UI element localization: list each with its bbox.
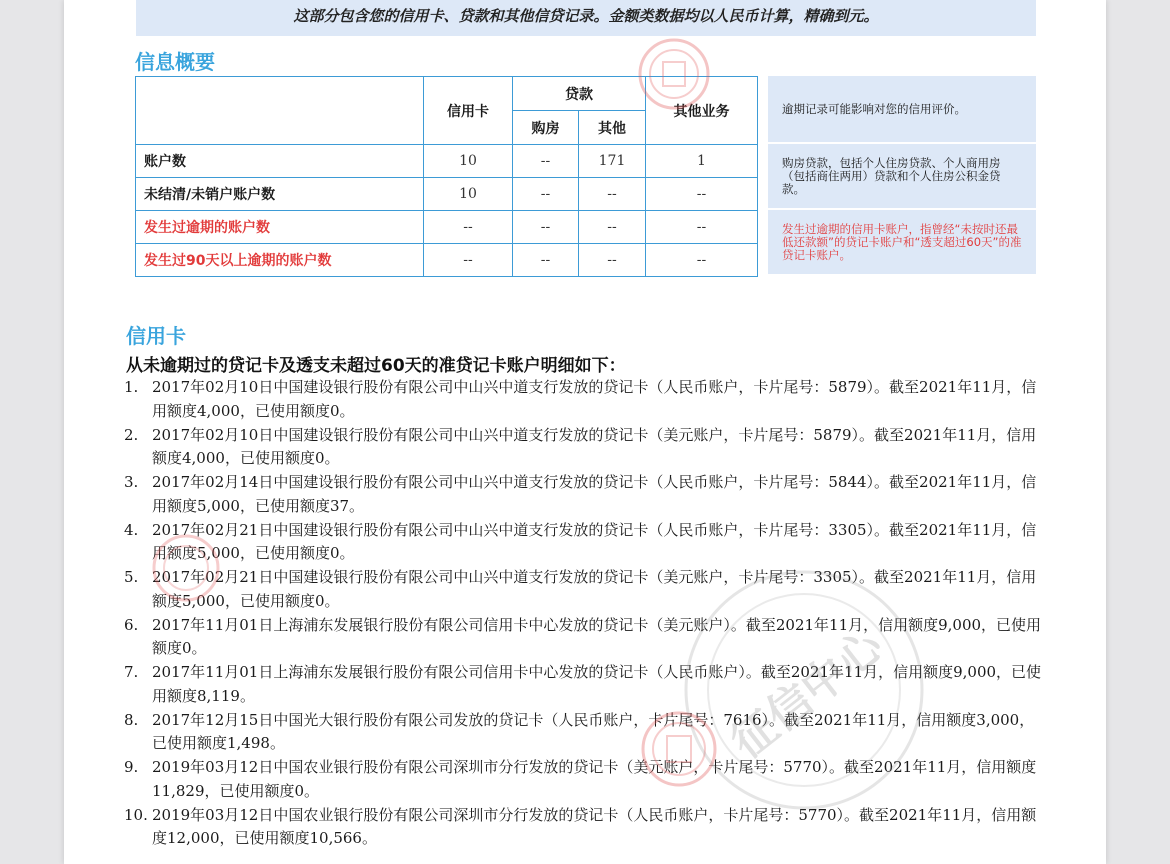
item-text: 2017年02月14日中国建设银行股份有限公司中山兴中道支行发放的贷记卡（人民币账户，卡片尾号：5844）。截至2021年11月，信用额度5,000，已使用额度37。	[152, 473, 1037, 515]
list-item	[124, 471, 1044, 518]
item-text: 2017年02月21日中国建设银行股份有限公司中山兴中道支行发放的贷记卡（美元账户，卡片尾号：3305）。截至2021年11月，信用额度5,000，已使用额度0。	[152, 568, 1037, 610]
list-item	[124, 376, 1044, 423]
cell-housing: --	[513, 244, 579, 277]
list-item	[124, 519, 1044, 566]
list-item	[124, 614, 1044, 661]
cell-credit-card: 10	[424, 145, 513, 178]
cell-other-business: --	[646, 244, 758, 277]
item-text: 2017年12月15日中国光大银行股份有限公司发放的贷记卡（人民币账户，卡片尾号：7616）。截至2021年11月，信用额度3,000，已使用额度1,498。	[152, 710, 1035, 752]
item-number: 9.	[124, 758, 139, 776]
item-text: 2017年02月10日中国建设银行股份有限公司中山兴中道支行发放的贷记卡（美元账户，卡片尾号：5879）。截至2021年11月，信用额度4,000，已使用额度0。	[152, 425, 1037, 467]
overview-notes	[768, 76, 1036, 276]
table-row	[136, 211, 758, 244]
credit-card-record-list	[124, 376, 1044, 851]
cell-other: --	[579, 244, 646, 277]
cell-credit-card: --	[424, 244, 513, 277]
item-text: 2019年03月12日中国农业银行股份有限公司深圳市分行发放的贷记卡（人民币账户，卡片尾号：5770）。截至2021年11月，信用额度12,000，已使用额度10,566。	[152, 805, 1037, 847]
item-number: 2.	[124, 425, 139, 444]
cell-housing: --	[513, 178, 579, 211]
row-label: 发生过90天以上逾期的账户数	[136, 244, 424, 277]
item-number: 7.	[124, 663, 139, 681]
list-item	[124, 661, 1044, 708]
cell-other-business: --	[646, 211, 758, 244]
item-number: 6.	[124, 615, 139, 634]
list-item	[124, 804, 1044, 851]
header-housing: 购房	[513, 111, 579, 145]
seal-watermark-text: 征信中心	[722, 620, 893, 769]
row-label: 未结清/未销户账户数	[136, 178, 424, 211]
header-other: 其他	[579, 111, 646, 145]
table-row	[136, 145, 758, 178]
header-credit-card: 信用卡	[424, 77, 513, 145]
credit-card-subtitle: 从未逾期过的贷记卡及透支未超过60天的准贷记卡账户明细如下：	[126, 356, 626, 376]
section-intro-banner: 这部分包含您的信用卡、贷款和其他信贷记录。金额类数据均以人民币计算，精确到元。	[136, 0, 1036, 36]
cell-credit-card: 10	[424, 178, 513, 211]
row-label: 账户数	[136, 145, 424, 178]
list-item	[124, 709, 1044, 756]
item-text: 2017年11月01日上海浦东发展银行股份有限公司信用卡中心发放的贷记卡（人民币账户）。截至2021年11月，信用额度9,000，已使用额度8,119。	[152, 663, 1042, 705]
list-item	[124, 756, 1044, 803]
cell-other-business: 1	[646, 145, 758, 178]
item-text: 2017年02月10日中国建设银行股份有限公司中山兴中道支行发放的贷记卡（人民币账户，卡片尾号：5879）。截至2021年11月，信用额度4,000，已使用额度0。	[152, 378, 1037, 420]
overview-table	[135, 76, 758, 277]
header-loan: 贷款	[513, 77, 646, 111]
cell-housing: --	[513, 211, 579, 244]
cell-other: --	[579, 211, 646, 244]
report-page	[64, 0, 1106, 864]
table-row	[136, 178, 758, 211]
item-number: 1.	[124, 378, 139, 396]
cell-housing: --	[513, 145, 579, 178]
item-number: 5.	[124, 568, 139, 586]
item-text: 2017年02月21日中国建设银行股份有限公司中山兴中道支行发放的贷记卡（人民币账户，卡片尾号：3305）。截至2021年11月，信用额度5,000，已使用额度0。	[152, 520, 1037, 562]
note-overdue-impact: 逾期记录可能影响对您的信用评价。	[768, 76, 1036, 142]
row-label: 发生过逾期的账户数	[136, 211, 424, 244]
overview-title: 信息概要	[135, 50, 215, 74]
list-item	[124, 424, 1044, 471]
list-item	[124, 566, 1044, 613]
cell-other-business: --	[646, 178, 758, 211]
item-number: 4.	[124, 520, 139, 539]
note-overdue-definition: 发生过逾期的信用卡账户，指曾经“未按时还最低还款额”的贷记卡账户和“透支超过60天”的准贷记卡账户。	[768, 210, 1036, 274]
item-text: 2019年03月12日中国农业银行股份有限公司深圳市分行发放的贷记卡（美元账户，卡片尾号：5770）。截至2021年11月，信用额度11,829，已使用额度0。	[152, 758, 1037, 800]
table-row	[136, 244, 758, 277]
note-housing-loan: 购房贷款，包括个人住房贷款、个人商用房（包括商住两用）贷款和个人住房公积金贷款。	[768, 144, 1036, 208]
header-other-business: 其他业务	[646, 77, 758, 145]
item-number: 8.	[124, 710, 139, 729]
corner-cell	[136, 77, 424, 145]
cell-other: --	[579, 178, 646, 211]
cell-credit-card: --	[424, 211, 513, 244]
item-text: 2017年11月01日上海浦东发展银行股份有限公司信用卡中心发放的贷记卡（美元账户）。截至2021年11月，信用额度9,000，已使用额度0。	[152, 615, 1042, 657]
item-number: 10.	[124, 805, 148, 824]
cell-other: 171	[579, 145, 646, 178]
credit-card-title: 信用卡	[126, 324, 186, 348]
item-number: 3.	[124, 473, 139, 491]
